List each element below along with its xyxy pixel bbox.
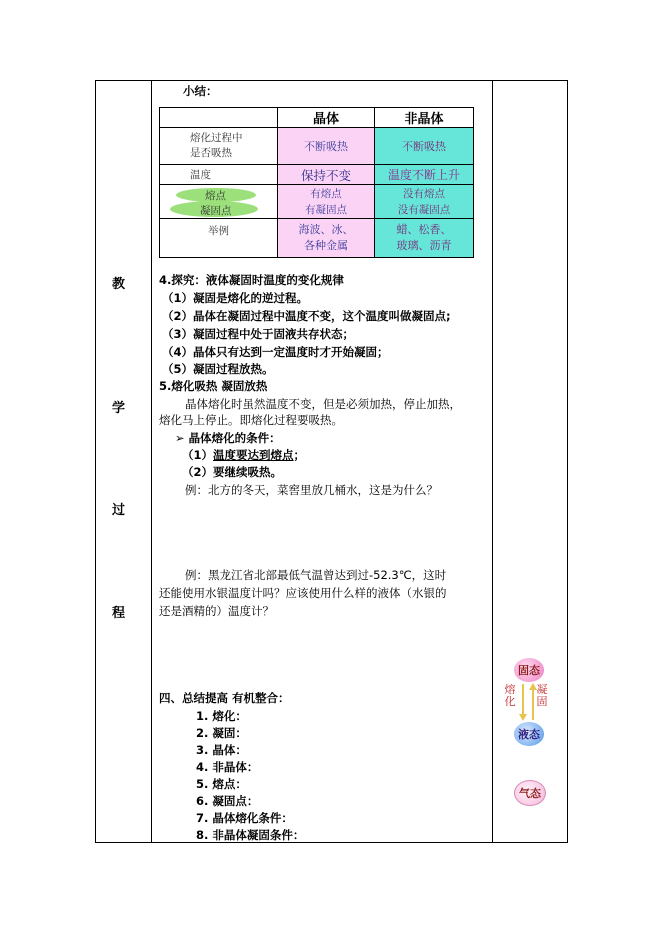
diagram-solid-badge: 固态: [514, 658, 544, 682]
section4-item-1-prefix: （1）: [162, 291, 194, 305]
section-four-title: 四、总结提高 有机整合：: [159, 691, 290, 705]
summary-amorphous-points: [375, 184, 473, 218]
summary-crystal-points: [278, 184, 375, 218]
section4-item-3-prefix: （3）: [162, 327, 194, 341]
summary-amorphous-example: 蜡、松香、 玻璃、沥青: [375, 218, 473, 257]
summary-crystal-example: 海波、冰、 各种金属: [278, 218, 375, 257]
summary-amorphous-freezing: 没有凝固点: [397, 203, 451, 216]
section4-title: 4.探究：液体凝固时温度的变化规律: [159, 273, 344, 287]
diagram-melt-label: 熔化: [504, 683, 516, 708]
section-four-item-1: 1. 熔化：: [196, 709, 247, 723]
melt-arrowhead-down: [519, 714, 527, 721]
side-char-guo: 过: [112, 503, 126, 518]
section-four-item-6: 6. 凝固点：: [196, 794, 259, 808]
summary-amorphous-temperature: 温度不断上升: [375, 164, 473, 184]
side-char-cheng: 程: [112, 606, 126, 621]
section5-condition-1: （1）温度要达到熔点；: [182, 448, 306, 462]
section5-example-2-line2: 还能使用水银温度计吗？应该使用什么样的液体（水银的: [159, 586, 447, 600]
section-four-item-7: 7. 晶体熔化条件：: [196, 811, 293, 825]
column-divider-right: [492, 81, 493, 842]
summary-title: 小结：: [183, 84, 218, 98]
summary-label-absorb: 熔化过程中 是否吸热: [160, 128, 278, 164]
section-four-item-4: 4. 非晶体：: [196, 760, 259, 774]
section4-item-1-text: 凝固是熔化的逆过程。: [193, 291, 309, 305]
summary-table: [159, 107, 474, 258]
summary-amorphous-melting: 没有熔点: [403, 187, 445, 200]
section5-example-2-line3: 还是酒精的）温度计？: [159, 604, 274, 618]
section5-condition-2: （2）要继续吸热。: [182, 465, 283, 479]
section4-item-5: [162, 361, 274, 377]
summary-crystal-temperature: 保持不变: [278, 164, 375, 184]
summary-header-crystal: 晶体: [278, 108, 375, 128]
section4-item-2-prefix: （2）: [162, 309, 194, 323]
section5-para-line1: 晶体熔化时虽然温度不变，但是必须加热，停止加热，: [185, 397, 461, 411]
section5-title: 5.熔化吸热 凝固放热: [159, 379, 268, 393]
section4-item-3-text: 凝固过程中处于固液共存状态；: [193, 327, 355, 341]
section4-item-2: [162, 308, 451, 324]
section4-item-5-text: 凝固过程放热。: [193, 362, 274, 376]
summary-label-example: 举例: [160, 218, 278, 257]
summary-label-temperature: 温度: [160, 164, 278, 184]
section4-item-1: [162, 290, 308, 306]
section-four-item-2: 2. 凝固：: [196, 726, 247, 740]
section5-condition-title: [175, 430, 281, 446]
summary-crystal-absorb: 不断吸热: [278, 128, 375, 164]
diagram-freeze-label: 凝固: [536, 683, 548, 708]
summary-label-points-cell: [160, 184, 278, 218]
section-four-item-8: 8. 非晶体凝固条件：: [196, 828, 305, 842]
summary-label-freezing-point: 凝固点: [200, 205, 232, 217]
section4-item-5-prefix: （5）: [162, 362, 194, 376]
summary-header-empty: [160, 108, 278, 128]
column-divider-left: [151, 81, 152, 842]
section5-para-line2: 熔化马上停止。即熔化过程要吸热。: [159, 413, 343, 427]
bullet-arrow-icon: ➢: [175, 431, 189, 445]
section-four-item-5: 5. 熔点：: [196, 777, 247, 791]
section5-condition-title-text: 晶体熔化的条件：: [188, 431, 281, 445]
diagram-gas-badge: 气态: [514, 780, 546, 806]
summary-label-melting-point: 熔点: [205, 190, 226, 202]
side-char-xue: 学: [112, 401, 126, 416]
section4-item-3: [162, 326, 354, 342]
side-char-jiao: 教: [112, 277, 126, 292]
section4-item-4-prefix: （4）: [162, 345, 194, 359]
diagram-liquid-badge: 液态: [514, 722, 544, 746]
section-four-item-3: 3. 晶体：: [196, 743, 247, 757]
section4-item-4-text: 晶体只有达到一定温度时才开始凝固；: [193, 345, 389, 359]
summary-amorphous-absorb: 不断吸热: [375, 128, 473, 164]
section4-item-4: [162, 344, 389, 360]
summary-header-amorphous: 非晶体: [375, 108, 473, 128]
summary-crystal-melting: 有熔点: [310, 187, 342, 200]
section4-item-2-text: 晶体在凝固过程中温度不变，这个温度叫做凝固点;: [193, 309, 451, 323]
section5-example-1: 例：北方的冬天，菜窖里放几桶水，这是为什么？: [185, 483, 438, 497]
section5-example-2-line1: 例：黑龙江省北部最低气温曾达到过-52.3℃，这时: [185, 568, 447, 582]
underlined-phrase: 温度要达到熔点: [213, 448, 294, 462]
summary-crystal-freezing: 有凝固点: [305, 203, 347, 216]
